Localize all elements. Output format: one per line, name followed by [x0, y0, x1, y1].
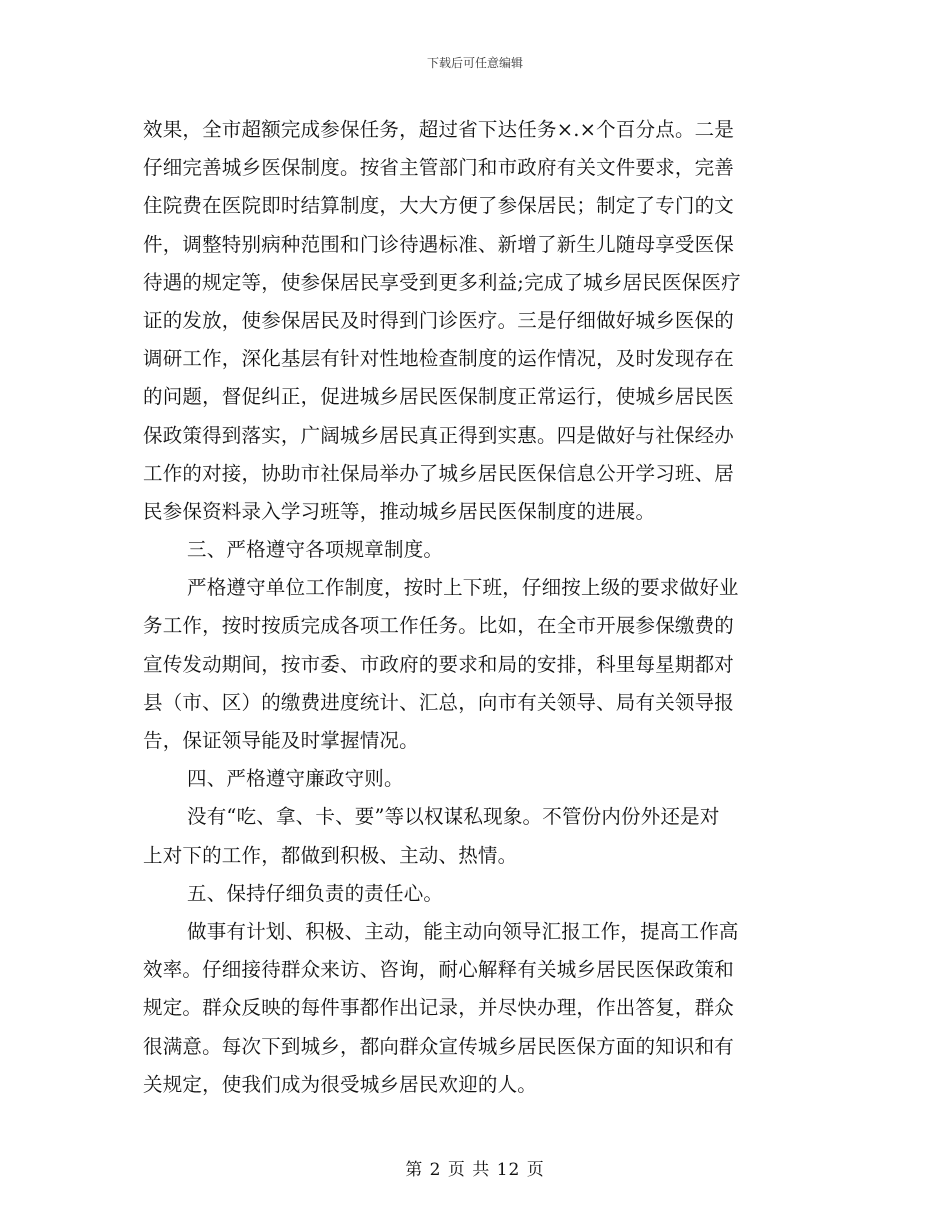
- text-line: 四、严格遵守廉政守则。: [187, 767, 404, 791]
- text-line: 关规定，使我们成为很受城乡居民欢迎的人。: [143, 1072, 538, 1096]
- text-line: 五、保持仔细负责的责任心。: [187, 881, 444, 905]
- text-line: 工作的对接，协助市社保局举办了城乡居民医保信息公开学习班、居: [143, 461, 735, 485]
- text-line: 待遇的规定等，使参保居民享受到更多利益;完成了城乡居民医保医疗: [143, 270, 741, 294]
- text-line: 保政策得到落实，广阔城乡居民真正得到实惠。四是做好与社保经办: [143, 423, 735, 447]
- page-header: 下载后可任意编辑: [426, 56, 523, 70]
- text-line: 县（市、区）的缴费进度统计、汇总，向市有关领导、局有关领导报: [143, 690, 735, 714]
- text-line: 效率。仔细接待群众来访、咨询，耐心解释有关城乡居民医保政策和: [143, 958, 735, 982]
- text-line: 做事有计划、积极、主动，能主动向领导汇报工作，提高工作高: [187, 919, 739, 943]
- text-line: 仔细完善城乡医保制度。按省主管部门和市政府有关文件要求，完善: [143, 156, 735, 180]
- document-body: [143, 111, 808, 1104]
- text-line: 没有“吃、拿、卡、要”等以权谋私现象。不管份内份外还是对: [187, 805, 720, 829]
- text-line: 效果，全市超额完成参保任务，超过省下达任务×.×个百分点。二是: [143, 118, 735, 141]
- text-line: 宣传发动期间，按市委、市政府的要求和局的安排，科里每星期都对: [143, 652, 735, 676]
- text-line: 的问题，督促纠正，促进城乡居民医保制度正常运行，使城乡居民医: [143, 385, 735, 409]
- text-line: 规定。群众反映的每件事都作出记录，并尽快办理，作出答复，群众: [143, 996, 735, 1020]
- text-line: 调研工作，深化基层有针对性地检查制度的运作情况，及时发现存在: [143, 347, 735, 371]
- page-footer: 第 2 页 共 12 页: [405, 1160, 545, 1180]
- text-line: 很满意。每次下到城乡，都向群众宣传城乡居民医保方面的知识和有: [143, 1034, 735, 1058]
- text-line: 告，保证领导能及时掌握情况。: [143, 729, 419, 752]
- text-line: 上对下的工作，都做到积极、主动、热情。: [143, 843, 518, 867]
- text-line: 务工作，按时按质完成各项工作任务。比如，在全市开展参保缴费的: [143, 614, 735, 638]
- text-line: 民参保资料录入学习班等，推动城乡居民医保制度的进展。: [143, 499, 656, 523]
- text-line: 严格遵守单位工作制度，按时上下班，仔细按上级的要求做好业: [187, 576, 739, 600]
- text-line: 三、严格遵守各项规章制度。: [187, 538, 444, 562]
- text-line: 证的发放，使参保居民及时得到门诊医疗。三是仔细做好城乡医保的: [143, 308, 735, 332]
- text-line: 住院费在医院即时结算制度，大大方便了参保居民；制定了专门的文: [143, 194, 735, 218]
- text-line: 件，调整特别病种范围和门诊待遇标准、新增了新生儿随母享受医保: [143, 232, 735, 256]
